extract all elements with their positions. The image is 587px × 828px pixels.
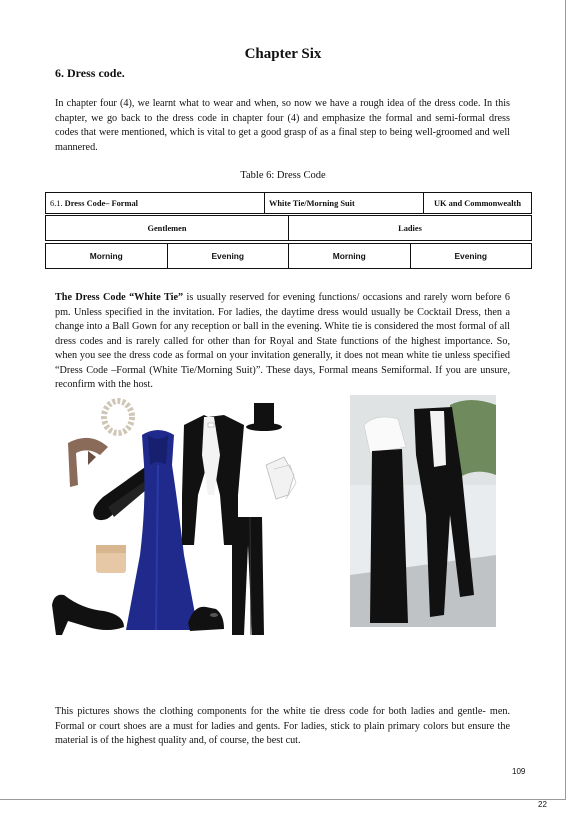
row-number: 6.1. (50, 198, 63, 208)
white-tie-couple-photo (350, 395, 496, 627)
table-row (46, 193, 532, 214)
trousers-icon (232, 517, 264, 635)
dress-code-header-table (45, 192, 532, 214)
row-label: Dress Code– Formal (64, 198, 139, 208)
dress-code-gender-table (45, 215, 532, 241)
white-tie-paragraph (55, 291, 510, 393)
table-row (46, 216, 532, 241)
table-cell-ladies: Ladies (289, 216, 532, 241)
table-cell-gents-morning: Morning (46, 244, 168, 269)
chapter-title: Chapter Six (244, 46, 322, 62)
dress-code-time-table (45, 243, 532, 269)
table-caption: Table 6: Dress Code (240, 170, 326, 181)
white-tie-body: is usually reserved for evening functions/ occasions and rarely worn before 6 pm. Unless specified in the invitation. For ladies, the daytime dress would usually be Cocktail Dress, then a change into a Ball Gown for any reception or ball in the evening. White tie is considered the most formal of all dress codes and is rarely called for other than for Royal and State functions of the highest importance. So, when you see the dress code as formal on your invitation generally, it does not mean white tie unless specified “Dress Code –Formal (White Tie/Morning Suit)”. These days, Formal means Semiformal. If you are unsure, reconfirm with the host. (55, 292, 510, 390)
fur-stole-icon (68, 438, 108, 487)
top-hat-icon (246, 403, 282, 431)
page-number-outer: 22 (538, 800, 547, 809)
table-cell-ladies-evening: Evening (410, 244, 532, 269)
table-cell-gentlemen: Gentlemen (46, 216, 289, 241)
intro-paragraph: In chapter four (4), we learnt what to wear and when, so now we have a rough idea of the dress code. In this chapter, we go back to the dress code in chapter four (4) and emphasize the formal and semi-formal dress codes that were mentioned, which is vital to get a good grasp of as a final step to being well-groomed and well mannered. (55, 98, 510, 153)
table-row (46, 244, 532, 269)
white-gloves-icon (266, 457, 296, 499)
white-tie-collage-image (48, 395, 338, 645)
table-cell-region: UK and Commonwealth (424, 193, 532, 214)
table-cell-white-tie: White Tie/Morning Suit (265, 193, 424, 214)
page-number-inner: 109 (512, 767, 526, 776)
table-cell-ladies-morning: Morning (289, 244, 411, 269)
ladies-court-shoe-icon (52, 595, 124, 635)
white-tie-lead: The Dress Code “White Tie” (55, 292, 184, 303)
section-title: 6. Dress code. (55, 66, 125, 80)
table-cell-dress-code-label (46, 193, 265, 214)
pearl-necklace-icon (104, 401, 132, 433)
table-cell-gents-evening: Evening (167, 244, 289, 269)
clutch-bag-icon (96, 545, 126, 573)
closing-paragraph: This pictures shows the clothing components for the white tie dress code for both ladies and gentle- men. Formal or court shoes are a must for ladies and gents. For ladies, stick to plain primary colors but ensure the material is of the highest quality and, of course, the best cut. (55, 706, 510, 746)
